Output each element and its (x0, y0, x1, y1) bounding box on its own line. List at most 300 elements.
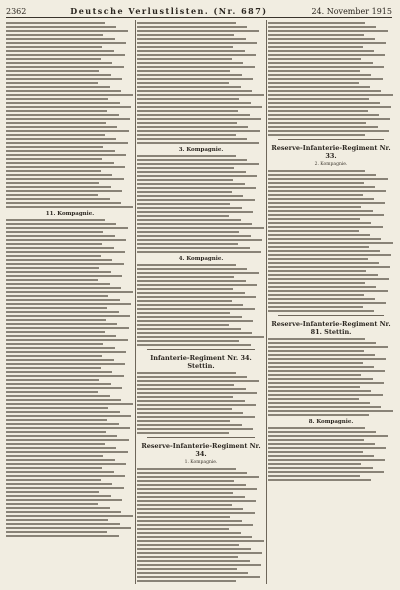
text-line (268, 475, 360, 477)
text-line (137, 372, 236, 374)
text-line (137, 476, 259, 478)
text-line (6, 106, 131, 108)
text-line (6, 335, 116, 337)
text-line (137, 536, 252, 538)
text-line (6, 162, 114, 164)
text-line (268, 306, 363, 308)
text-line (6, 527, 131, 529)
text-line (6, 455, 103, 457)
text-line (6, 78, 122, 80)
text-line (268, 198, 374, 200)
text-line (268, 58, 361, 60)
text-line (268, 46, 363, 48)
text-line (6, 427, 130, 429)
text-line (137, 340, 239, 342)
text-line (6, 118, 130, 120)
text-line (268, 106, 391, 108)
text-line (268, 427, 365, 429)
text-line (137, 416, 255, 418)
text-line (268, 110, 368, 112)
text-line (137, 251, 261, 253)
text-line (137, 211, 253, 213)
text-line (268, 435, 388, 437)
text-line (6, 463, 126, 465)
text-line (137, 62, 243, 64)
text-line (6, 475, 125, 477)
text-line (137, 264, 236, 266)
text-line (268, 382, 384, 384)
section-subheading: 2. Kompagnie. (314, 162, 348, 167)
text-line (6, 459, 115, 461)
text-line (6, 407, 108, 409)
text-line (268, 350, 364, 352)
text-line (268, 386, 360, 388)
text-line (268, 246, 369, 248)
text-line (137, 552, 262, 554)
text-line (6, 499, 122, 501)
text-line (137, 572, 248, 574)
text-line (137, 207, 242, 209)
text-line (6, 94, 133, 96)
text-line (6, 311, 119, 313)
text-line (137, 179, 233, 181)
text-line (137, 528, 229, 530)
text-line (268, 398, 359, 400)
text-line (137, 38, 246, 40)
text-line (6, 22, 105, 24)
text-line (137, 312, 230, 314)
text-line (268, 414, 369, 416)
text-line (137, 508, 243, 510)
text-line (137, 344, 251, 346)
text-line (268, 214, 384, 216)
text-line (137, 412, 243, 414)
text-line (268, 338, 365, 340)
text-line (137, 472, 247, 474)
text-line (137, 392, 257, 394)
text-line (268, 266, 390, 268)
text-line (137, 432, 229, 434)
divider (147, 349, 255, 350)
text-line (6, 511, 121, 513)
text-line (137, 26, 247, 28)
text-line (137, 247, 250, 249)
text-line (268, 62, 373, 64)
text-line (6, 198, 110, 200)
text-line (6, 134, 105, 136)
text-line (268, 130, 389, 132)
text-line (268, 394, 383, 396)
text-line (6, 271, 111, 273)
text-line (137, 50, 245, 52)
text-line (6, 82, 98, 84)
text-line (268, 74, 371, 76)
page-date: 24. November 1915 (311, 7, 392, 16)
text-line (6, 206, 133, 208)
text-line (137, 34, 234, 36)
text-line (137, 324, 229, 326)
text-line (137, 396, 233, 398)
text-line (268, 451, 363, 453)
text-line (137, 556, 238, 558)
text-line (137, 134, 236, 136)
text-line (137, 540, 264, 542)
text-line (268, 90, 381, 92)
regiment-heading: Reserve-Infanterie-Regiment Nr. 81. Stettin. (271, 320, 391, 336)
text-line (6, 483, 112, 485)
text-line (268, 178, 388, 180)
text-line (137, 292, 245, 294)
text-line (137, 404, 256, 406)
text-line (137, 46, 233, 48)
text-line (268, 26, 376, 28)
text-line (137, 500, 256, 502)
text-line (137, 272, 259, 274)
text-line (137, 384, 234, 386)
text-line (137, 126, 248, 128)
text-line (268, 202, 385, 204)
text-line (6, 146, 103, 148)
text-line (137, 239, 262, 241)
text-line (6, 535, 119, 537)
column-rule (135, 20, 136, 584)
text-line (137, 159, 247, 161)
text-line (6, 86, 110, 88)
text-line (268, 102, 380, 104)
text-line (137, 328, 241, 330)
text-line (6, 66, 124, 68)
text-line (268, 278, 389, 280)
text-line (137, 70, 230, 72)
text-line (137, 332, 252, 334)
text-line (6, 70, 99, 72)
text-line (268, 463, 361, 465)
text-line (6, 46, 102, 48)
text-line (6, 98, 108, 100)
divider (278, 315, 384, 316)
casualty-list (268, 338, 394, 416)
text-line (268, 226, 383, 228)
section-subheading: 1. Kompagnie. (184, 460, 218, 465)
text-line (268, 234, 370, 236)
text-line (137, 304, 243, 306)
text-line (6, 150, 115, 152)
text-line (6, 138, 116, 140)
text-line (137, 532, 241, 534)
text-line (6, 26, 116, 28)
text-line (268, 274, 378, 276)
text-line (137, 118, 261, 120)
column-3 (268, 20, 394, 584)
text-line (6, 363, 125, 365)
text-line (268, 443, 375, 445)
text-line (6, 359, 114, 361)
text-line (268, 402, 370, 404)
text-line (6, 415, 131, 417)
text-line (268, 50, 374, 52)
regiment-heading: Infanterie-Regiment Nr. 34. Stettin. (150, 354, 252, 370)
text-line (268, 366, 374, 368)
text-line (6, 114, 119, 116)
text-line (268, 467, 373, 469)
text-line (137, 235, 251, 237)
text-line (6, 451, 128, 453)
text-line (6, 479, 101, 481)
text-line (137, 98, 239, 100)
casualty-list (268, 427, 394, 481)
section-heading: 8. Kompagnie. (308, 419, 354, 425)
text-line (268, 222, 371, 224)
casualty-list (268, 170, 394, 312)
text-line (6, 443, 105, 445)
casualty-list (268, 22, 394, 136)
text-line (137, 215, 229, 217)
text-line (6, 307, 107, 309)
regiment-heading: Reserve-Infanterie-Regiment Nr. 34. (141, 442, 261, 458)
text-line (268, 258, 368, 260)
text-line (6, 431, 106, 433)
text-line (6, 54, 125, 56)
text-line (137, 288, 233, 290)
text-line (6, 243, 102, 245)
text-line (268, 431, 376, 433)
text-line (137, 504, 232, 506)
text-line (137, 82, 229, 84)
text-line (137, 231, 239, 233)
text-line (6, 331, 105, 333)
text-line (137, 167, 234, 169)
text-line (268, 42, 386, 44)
text-line (6, 186, 111, 188)
text-line (6, 507, 110, 509)
text-line (6, 315, 130, 317)
text-line (268, 406, 381, 408)
text-line (6, 263, 124, 265)
text-line (137, 102, 251, 104)
regiment-heading: Reserve-Infanterie-Regiment Nr. 33. (271, 144, 391, 160)
text-line (268, 238, 381, 240)
text-line (137, 428, 253, 430)
text-line (6, 110, 107, 112)
text-line (268, 302, 386, 304)
text-line (137, 199, 255, 201)
text-line (268, 182, 364, 184)
text-line (6, 283, 110, 285)
casualty-list (137, 468, 265, 584)
text-line (268, 54, 385, 56)
page-title: Deutsche Verlustlisten. (Nr. 687) (70, 6, 268, 16)
text-line (6, 435, 117, 437)
text-line (137, 468, 236, 470)
text-line (268, 82, 359, 84)
text-line (6, 403, 133, 405)
text-line (268, 447, 386, 449)
text-line (6, 319, 106, 321)
text-line (268, 70, 360, 72)
text-line (6, 62, 112, 64)
text-line (6, 531, 107, 533)
text-line (268, 242, 393, 244)
page-number: 2362 (6, 7, 27, 16)
text-line (137, 492, 233, 494)
text-line (6, 323, 117, 325)
divider (147, 437, 255, 438)
text-line (268, 194, 363, 196)
text-line (268, 218, 360, 220)
text-line (6, 247, 114, 249)
text-line (268, 126, 378, 128)
text-line (137, 191, 232, 193)
text-line (137, 223, 252, 225)
text-line (268, 34, 364, 36)
text-line (6, 90, 121, 92)
text-line (268, 310, 374, 312)
text-line (6, 351, 126, 353)
text-line (137, 408, 232, 410)
text-line (137, 300, 232, 302)
text-line (6, 239, 126, 241)
text-line (268, 118, 390, 120)
text-line (268, 250, 380, 252)
text-line (6, 375, 124, 377)
text-line (268, 206, 361, 208)
text-line (6, 391, 98, 393)
text-line (6, 487, 124, 489)
text-line (6, 227, 128, 229)
text-line (268, 270, 366, 272)
text-line (137, 576, 260, 578)
text-line (137, 66, 255, 68)
text-line (6, 202, 121, 204)
text-line (137, 54, 256, 56)
text-line (137, 336, 264, 338)
text-line (137, 268, 247, 270)
page-header (6, 6, 392, 18)
casualty-list (137, 22, 265, 144)
text-line (137, 568, 237, 570)
text-line (6, 194, 98, 196)
text-line (6, 347, 115, 349)
text-line (137, 175, 257, 177)
text-line (6, 471, 114, 473)
text-line (268, 286, 376, 288)
text-line (6, 50, 114, 52)
text-line (137, 388, 246, 390)
casualty-list (137, 372, 265, 434)
text-line (6, 38, 115, 40)
text-line (137, 420, 230, 422)
text-line (137, 74, 242, 76)
text-line (6, 387, 122, 389)
text-line (137, 544, 239, 546)
text-line (268, 254, 391, 256)
text-line (137, 106, 262, 108)
text-line (6, 130, 129, 132)
text-line (137, 280, 246, 282)
text-line (6, 170, 101, 172)
text-line (268, 354, 375, 356)
text-line (137, 512, 255, 514)
text-line (6, 395, 110, 397)
text-line (268, 210, 373, 212)
text-line (268, 290, 388, 292)
text-line (137, 580, 236, 582)
text-line (137, 227, 264, 229)
text-line (137, 155, 236, 157)
text-line (137, 488, 257, 490)
text-line (268, 358, 386, 360)
text-line (6, 503, 98, 505)
text-line (268, 262, 379, 264)
text-line (6, 251, 125, 253)
text-line (6, 423, 119, 425)
text-line (268, 22, 365, 24)
section-heading: 4. Kompagnie. (178, 256, 224, 262)
text-line (6, 327, 129, 329)
text-line (137, 86, 241, 88)
text-line (268, 370, 385, 372)
text-line (137, 187, 256, 189)
text-line (6, 275, 122, 277)
text-line (268, 455, 374, 457)
divider (278, 139, 384, 140)
text-line (6, 58, 101, 60)
casualty-list (137, 264, 265, 346)
text-line (268, 471, 384, 473)
text-line (137, 171, 246, 173)
text-line (137, 276, 234, 278)
text-line (268, 86, 370, 88)
text-line (6, 383, 111, 385)
text-line (137, 560, 250, 562)
text-line (137, 195, 243, 197)
text-line (137, 243, 238, 245)
casualty-list (6, 22, 134, 208)
text-line (137, 380, 259, 382)
text-line (137, 114, 250, 116)
column-2 (137, 20, 265, 584)
casualty-list (137, 155, 265, 253)
text-line (6, 371, 112, 373)
text-line (6, 339, 128, 341)
text-line (6, 467, 102, 469)
text-line (6, 219, 105, 221)
text-line (6, 42, 126, 44)
text-line (268, 94, 393, 96)
text-line (6, 439, 129, 441)
text-line (6, 343, 103, 345)
text-line (137, 22, 236, 24)
text-line (6, 267, 99, 269)
text-line (268, 378, 373, 380)
text-line (268, 30, 388, 32)
text-line (268, 410, 393, 412)
text-line (6, 379, 99, 381)
text-line (6, 287, 121, 289)
text-line (6, 519, 108, 521)
column-rule (266, 20, 267, 584)
text-line (6, 158, 102, 160)
text-line (6, 355, 102, 357)
text-line (268, 362, 363, 364)
text-line (137, 376, 247, 378)
text-line (137, 320, 253, 322)
text-line (137, 484, 246, 486)
text-line (137, 524, 253, 526)
text-line (6, 279, 98, 281)
text-line (137, 516, 230, 518)
text-line (137, 296, 256, 298)
